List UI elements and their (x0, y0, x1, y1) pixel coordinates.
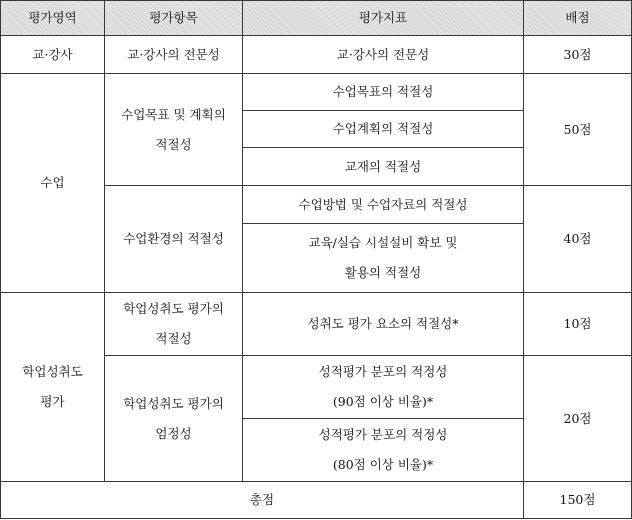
indicator-cell: 교·강사의 전문성 (243, 36, 524, 74)
total-label: 총점 (1, 481, 524, 518)
area-line: 평가 (40, 394, 65, 410)
indicator-cell: 수업계획의 적절성 (243, 111, 524, 148)
indicator-cell: 수업방법 및 수업자료의 적절성 (243, 186, 524, 224)
indicator-line: 성적평가 분포의 적정성 (318, 426, 448, 442)
item-line: 학업성취도 평가의 (123, 395, 224, 411)
header-indicator: 평가지표 (243, 1, 524, 36)
header-score: 배점 (524, 1, 632, 36)
header-row (1, 1, 632, 36)
indicator-line: 성적평가 분포의 적정성 (318, 364, 448, 380)
indicator-cell (243, 356, 524, 419)
indicator-line: 활용의 적절성 (344, 265, 422, 281)
score-cell: 10점 (524, 293, 632, 356)
table-row (1, 36, 632, 74)
area-cell (1, 293, 105, 481)
indicator-line: (80점 이상 비율)* (332, 456, 434, 472)
table-row (1, 293, 632, 356)
item-line: 엄정성 (155, 425, 192, 441)
indicator-cell: 수업목표의 적절성 (243, 74, 524, 111)
indicator-cell (243, 419, 524, 482)
total-row (1, 481, 632, 518)
total-score: 150점 (524, 481, 632, 518)
area-cell: 교·강사 (1, 36, 105, 74)
area-line: 학업성취도 (22, 364, 83, 380)
item-cell: 교·강사의 전문성 (105, 36, 243, 74)
header-area: 평가영역 (1, 1, 105, 36)
item-line: 적절성 (155, 331, 192, 347)
score-cell: 30점 (524, 36, 632, 74)
score-cell: 50점 (524, 74, 632, 186)
indicator-line: 교육/실습 시설설비 확보 및 (308, 235, 458, 251)
header-item: 평가항목 (105, 1, 243, 36)
item-line: 적절성 (155, 136, 192, 152)
indicator-line: (90점 이상 비율)* (332, 394, 434, 410)
item-line: 수업목표 및 계획의 (121, 106, 226, 122)
score-cell: 20점 (524, 356, 632, 482)
indicator-cell: 성취도 평가 요소의 적절성* (243, 293, 524, 356)
item-cell (105, 293, 243, 356)
score-cell: 40점 (524, 186, 632, 293)
table-row (1, 74, 632, 111)
indicator-cell: 교재의 적절성 (243, 148, 524, 186)
item-line: 학업성취도 평가의 (123, 301, 224, 317)
item-cell (105, 74, 243, 186)
area-cell: 수업 (1, 74, 105, 293)
indicator-cell (243, 224, 524, 293)
item-cell (105, 356, 243, 482)
item-cell: 수업환경의 적절성 (105, 186, 243, 293)
